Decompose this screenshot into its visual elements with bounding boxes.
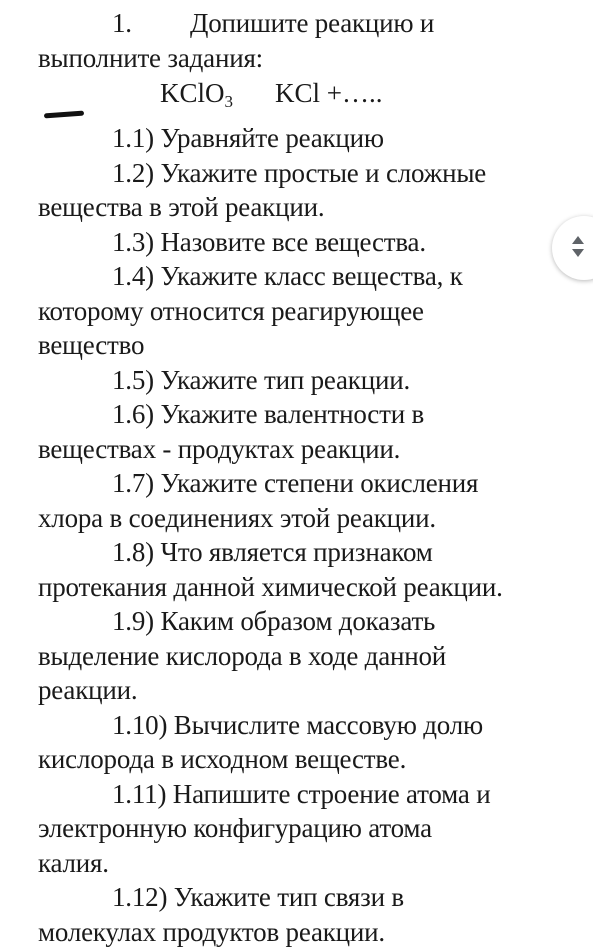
down-arrow-icon xyxy=(572,249,584,257)
task-number: 1. xyxy=(112,8,132,38)
reactant-formula: KClO xyxy=(160,78,225,108)
question-1-10-line-2: кислорода в исходном веществе. xyxy=(38,744,407,774)
question-1-9-line-1: 1.9) Каким образом доказать xyxy=(112,606,436,636)
question-1-10-line-1: 1.10) Вычислите массовую долю xyxy=(112,710,483,740)
reaction-arrow-mark xyxy=(44,111,84,119)
question-1-11-line-3: калия. xyxy=(38,848,109,878)
question-1-5-line-1: 1.5) Укажите тип реакции. xyxy=(112,365,411,395)
question-1-2-line-1: 1.2) Укажите простые и сложные xyxy=(112,158,487,188)
question-1-7-line-2: хлора в соединениях этой реакции. xyxy=(38,503,436,533)
question-1-12-line-1: 1.12) Укажите тип связи в xyxy=(112,882,404,912)
question-1-8-line-1: 1.8) Что является признаком xyxy=(112,537,433,567)
question-1-1-line-1: 1.1) Уравняйте реакцию xyxy=(112,123,384,153)
product-formula: KCl +….. xyxy=(275,78,383,108)
question-1-11-line-2: электронную конфигурацию атома xyxy=(38,813,432,843)
scroll-button[interactable] xyxy=(552,216,593,280)
reaction-equation xyxy=(160,76,383,110)
task-heading-line2: выполните задания: xyxy=(38,43,263,73)
question-1-9-line-3: реакции. xyxy=(38,675,138,705)
question-1-11-line-1: 1.11) Напишите строение атома и xyxy=(112,779,491,809)
question-1-12-line-2: молекулах продуктов реакции. xyxy=(38,917,385,947)
question-1-4-line-1: 1.4) Укажите класс вещества, к xyxy=(112,261,463,291)
question-1-2-line-2: вещества в этой реакции. xyxy=(38,192,325,222)
task-heading xyxy=(112,6,434,40)
up-arrow-icon xyxy=(572,236,584,244)
question-1-6-line-2: веществах - продуктах реакции. xyxy=(38,434,401,464)
question-1-9-line-2: выделение кислорода в ходе данной xyxy=(38,641,447,671)
question-1-8-line-2: протекания данной химической реакции. xyxy=(38,572,503,602)
question-1-3-line-1: 1.3) Назовите все вещества. xyxy=(112,227,426,257)
task-heading-line1: Допишите реакцию и xyxy=(190,8,435,38)
question-1-6-line-1: 1.6) Укажите валентности в xyxy=(112,399,425,429)
question-1-7-line-1: 1.7) Укажите степени окисления xyxy=(112,468,479,498)
question-1-4-line-2: которому относится реагирующее xyxy=(38,296,424,326)
reactant-subscript: 3 xyxy=(224,92,234,111)
question-1-4-line-3: вещество xyxy=(38,330,145,360)
